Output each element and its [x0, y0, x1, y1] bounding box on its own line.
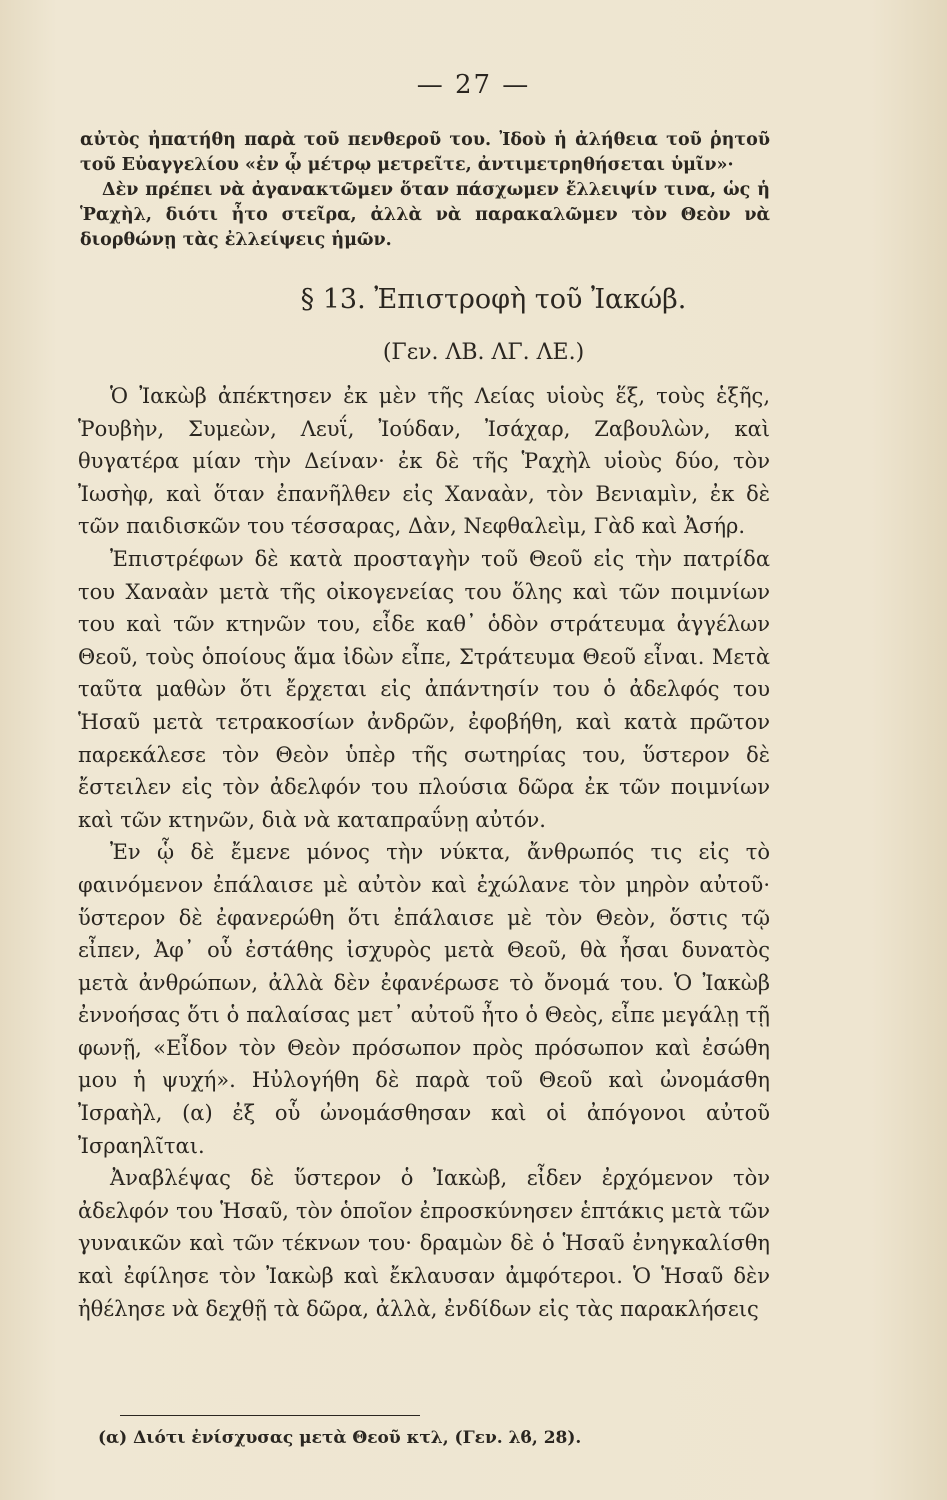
footnote: (α) Διότι ἐνίσχυσας μετὰ Θεοῦ κτλ, (Γεν. λϐ, 28).: [98, 1428, 582, 1448]
body-paragraph: Ἐπιστρέφων δὲ κατὰ προσταγὴν τοῦ Θεοῦ εἰς τὴν πατρίδα του Χαναὰν μετὰ τῆς οἰκογενείας του ὅλης καὶ τῶν ποιμνίων του καὶ τῶν κτηνῶν του, εἶδε καθ᾿ ὁδὸν στράτευμα ἀγγέλων Θεοῦ, τοὺς ὁποίους ἅμα ἰδὼν εἶπε, Στράτευμα Θεοῦ εἶναι. Μετὰ ταῦτα μαθὼν ὅτι ἔρχεται εἰς ἀπάντησίν του ὁ ἀδελφός του Ἡσαῦ μετὰ τετρακοσίων ἀνδρῶν, ἐφοβήθη, καὶ κατὰ πρῶτον παρεκάλεσε τὸν Θεὸν ὑπὲρ τῆς σωτηρίας του, ὕστερον δὲ ἔστειλεν εἰς τὸν ἀδελφόν του πλούσια δῶρα ἐκ τῶν ποιμνίων καὶ τῶν κτηνῶν, διὰ νὰ καταπραΰνῃ αὐτόν.: [78, 546, 770, 832]
footnote-divider: [120, 1415, 420, 1416]
page-number: — 27 —: [416, 70, 531, 100]
body-paragraph: Ἀναβλέψας δὲ ὕστερον ὁ Ἰακὼβ, εἶδεν ἐρχόμενον τὸν ἀδελφόν του Ἡσαῦ, τὸν ὁποῖον ἐπροσκύνησεν ἑπτάκις μετὰ τῶν γυναικῶν καὶ τῶν τέκνων του· δραμὼν δὲ ὁ Ἡσαῦ ἐνηγκαλίσθη καὶ ἐφίλησε τὸν Ἰακὼβ καὶ ἔκλαυσαν ἀμφότεροι. Ὁ Ἡσαῦ δὲν ἠθέλησε νὰ δεχθῇ τὰ δῶρα, ἀλλὰ, ἐνδίδων εἰς τὰς παρακλήσεις: [78, 1166, 770, 1321]
body-paragraph: Ὁ Ἰακὼβ ἀπέκτησεν ἐκ μὲν τῆς Λείας υἱοὺς ἕξ, τοὺς ἑξῆς, Ῥουβὴν, Συμεὼν, Λευΐ, Ἰούδαν, Ἰσάχαρ, Ζαβουλὼν, καὶ θυγατέρα μίαν τὴν Δείναν· ἐκ δὲ τῆς Ῥαχὴλ υἱοὺς δύο, τὸν Ἰωσὴφ, καὶ ὅταν ἐπανῆλθεν εἰς Χαναὰν, τὸν Βενιαμὶν, ἐκ δὲ τῶν παιδισκῶν του τέσσαρας, Δὰν, Νεφθαλεὶμ, Γὰδ καὶ Ἀσήρ.: [78, 384, 770, 539]
body-text: [78, 380, 770, 1325]
section-reference: (Γεν. ΛΒ. ΛΓ. ΛΕ.): [382, 340, 585, 365]
intro-paragraph: Δὲν πρέπει νὰ ἀγανακτῶμεν ὅταν πάσχωμεν ἔλλειψίν τινα, ὡς ἡ Ῥαχὴλ, διότι ἦτο στεῖρα, ἀλλὰ νὰ παρακαλῶμεν τὸν Θεὸν νὰ διορθώνῃ τὰς ἐλλείψεις ἡμῶν.: [80, 180, 770, 250]
intro-text: [80, 128, 770, 253]
section-title: § 13. Ἐπιστροφὴ τοῦ Ἰακώβ.: [300, 284, 687, 315]
intro-paragraph: αὐτὸς ἠπατήθη παρὰ τοῦ πενθεροῦ του. Ἰδοὺ ἡ ἀλήθεια τοῦ ῥητοῦ τοῦ Εὐαγγελίου «ἐν ᾧ μέτρῳ μετρεῖτε, ἀντιμετρηθήσεται ὑμῖν»·: [80, 130, 770, 175]
body-paragraph: Ἐν ᾧ δὲ ἔμενε μόνος τὴν νύκτα, ἄνθρωπός τις εἰς τὸ φαινόμενον ἐπάλαισε μὲ αὐτὸν καὶ ἐχώλανε τὸν μηρὸν αὐτοῦ· ὕστερον δὲ ἐφανερώθη ὅτι ἐπάλαισε μὲ τὸν Θεὸν, ὅστις τῷ εἶπεν, Ἀφ᾿ οὗ ἐστάθης ἰσχυρὸς μετὰ Θεοῦ, θὰ ἦσαι δυνατὸς μετὰ ἀνθρώπων, ἀλλὰ δὲν ἐφανέρωσε τὸ ὄνομά του. Ὁ Ἰακὼβ ἐννοήσας ὅτι ὁ παλαίσας μετ᾿ αὐτοῦ ἦτο ὁ Θεὸς, εἶπε μεγάλῃ τῇ φωνῇ, «Εἶδον τὸν Θεὸν πρόσωπον πρὸς πρόσωπον καὶ ἐσώθη μου ἡ ψυχή». Ηὐλογήθη δὲ παρὰ τοῦ Θεοῦ καὶ ὠνομάσθη Ἰσραὴλ, (α) ἐξ οὗ ὠνομάσθησαν καὶ οἱ ἀπόγονοι αὐτοῦ Ἰσραηλῖται.: [78, 840, 770, 1158]
